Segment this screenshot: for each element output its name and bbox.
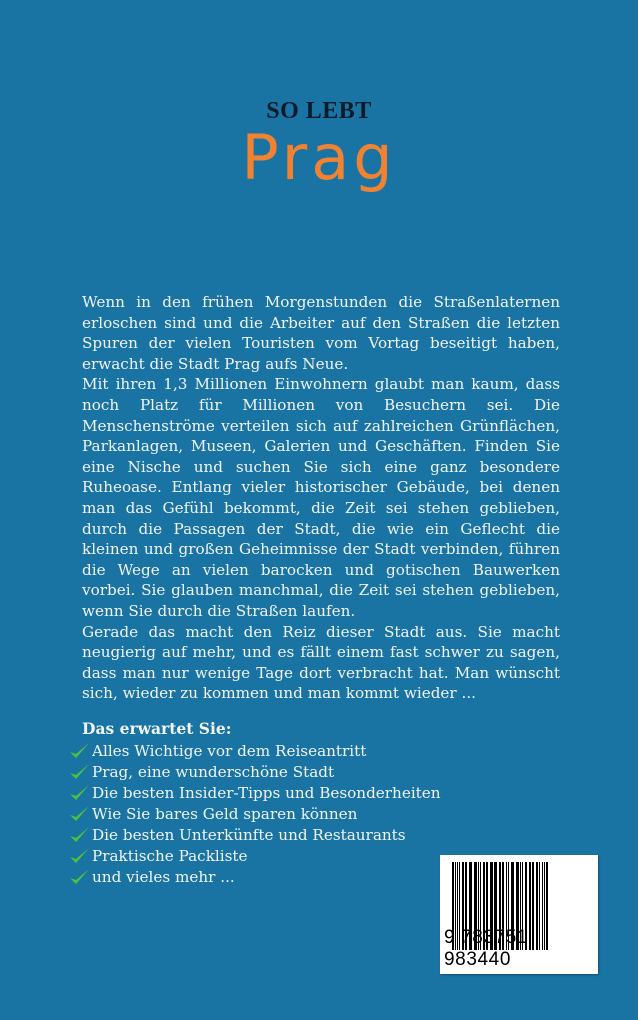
checkmark-icon [68, 763, 90, 781]
features-heading: Das erwartet Sie: [82, 719, 232, 738]
list-item-label: Prag, eine wunderschöne Stadt [92, 762, 335, 781]
list-item-label: Praktische Packliste [92, 846, 248, 865]
list-item-label: Die besten Unterkünfte und Restaurants [92, 825, 406, 844]
list-item-label: Wie Sie bares Geld sparen können [92, 804, 358, 823]
barcode-digits: 9 783751 983440 [444, 927, 529, 970]
list-item [68, 803, 441, 824]
checkmark-icon [68, 742, 90, 760]
features-list [68, 740, 441, 887]
list-item [68, 845, 441, 866]
book-title: Prag [241, 121, 397, 194]
list-item [68, 866, 441, 887]
list-item-label: Die besten Insider-Tipps und Besonderheiten [92, 783, 441, 802]
list-item-label: und vieles mehr ... [92, 867, 235, 886]
checkmark-icon [68, 847, 90, 865]
list-item [68, 782, 441, 803]
blurb-paragraph: Wenn in den frühen Morgenstunden die Straßenlaternen erloschen sind und die Arbeiter auf den Straßen die letzten Spuren der vielen Touristen vom Vortag beseitigt haben, erwacht die Stadt Prag aufs Neue. [82, 293, 560, 373]
checkmark-icon [68, 826, 90, 844]
series-kicker: SO LEBT [266, 98, 372, 124]
checkmark-icon [68, 784, 90, 802]
blurb-text [82, 292, 560, 704]
blurb-paragraph: Gerade das macht den Reiz dieser Stadt aus. Sie macht neugierig auf mehr, und es fällt einem fast schwer zu sagen, dass man nur wenige Tage dort verbracht hat. Man wünscht sich, wieder zu kommen und man kommt wieder ... [82, 622, 560, 703]
list-item [68, 761, 441, 782]
isbn-barcode [440, 855, 598, 974]
list-item [68, 824, 441, 845]
list-item [68, 740, 441, 761]
list-item-label: Alles Wichtige vor dem Reiseantritt [92, 741, 367, 760]
blurb-paragraph: Mit ihren 1,3 Millionen Einwohnern glaubt man kaum, dass noch Platz für Millionen von Besuchern sei. Die Menschenströme verteilen sich auf zahlreichen Grünflächen, Parkanlagen, Museen, Galerien und Geschäften. Finden Sie eine Nische und suchen Sie sich eine ganz besondere Ruheoase. Entlang vieler historischer Gebäude, bei denen man das Gefühl bekommt, die Zeit sei stehen geblieben, durch die Passagen der Stadt, die wie ein Geflecht die kleinen und großen Geheimnisse der Stadt verbinden, führen die Wege an vielen barocken und gotischen Bauwerken vorbei. Sie glauben manchmal, die Zeit sei stehen geblieben, wenn Sie durch die Straßen laufen. [82, 375, 560, 620]
checkmark-icon [68, 868, 90, 886]
checkmark-icon [68, 805, 90, 823]
